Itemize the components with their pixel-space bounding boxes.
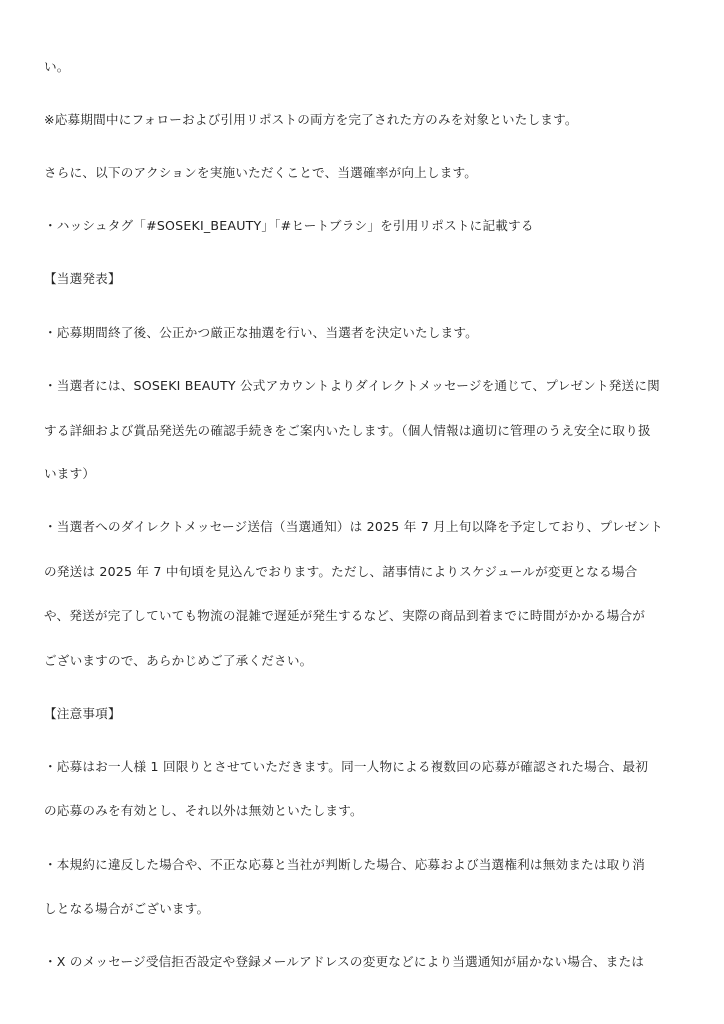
text-line: ・当選者には、SOSEKI BEAUTY 公式アカウントよりダイレクトメッセージを通じて、プレゼント発送に関 [44,378,660,393]
text-line: ・当選者へのダイレクトメッセージ送信（当選通知）は 2025 年 7 月上旬以降を予定しており、プレゼント [44,519,663,534]
text-line: い。 [44,59,70,74]
text-line: ※応募期間中にフォローおよび引用リポストの両方を完了された方のみを対象といたします。 [44,112,578,127]
section-heading: 【注意事項】 [44,706,121,721]
text-line: の応募のみを有効とし、それ以外は無効といたします。 [44,803,363,818]
text-line: ・応募期間終了後、公正かつ厳正な抽選を行い、当選者を決定いたします。 [44,325,478,340]
text-line: ・応募はお一人様 1 回限りとさせていただきます。同一人物による複数回の応募が確認された場合、最初 [44,759,649,774]
text-line: や、発送が完了していても物流の混雑で遅延が発生するなど、実際の商品到着までに時間がかかる場合が [44,608,646,623]
text-line: する詳細および賞品発送先の確認手続きをご案内いたします。（個人情報は適切に管理のうえ安全に取り扱 [44,423,651,438]
text-line: しとなる場合がございます。 [44,901,210,916]
text-line: ございますので、あらかじめご了承ください。 [44,653,313,668]
text-line: ・X のメッセージ受信拒否設定や登録メールアドレスの変更などにより当選通知が届かない場合、または [44,954,645,969]
text-line: ・本規約に違反した場合や、不正な応募と当社が判断した場合、応募および当選権利は無効または取り消 [44,857,646,872]
text-line: います） [44,466,96,481]
section-heading: 【当選発表】 [44,271,121,286]
text-line: の発送は 2025 年 7 中旬頃を見込んでおります。ただし、諸事情によりスケジュールが変更となる場合 [44,564,638,579]
text-line: さらに、以下のアクションを実施いただくことで、当選確率が向上します。 [44,165,478,180]
text-line: ・ハッシュタグ「#SOSEKI_BEAUTY」「#ヒートブラシ」を引用リポストに記載する [44,218,534,233]
